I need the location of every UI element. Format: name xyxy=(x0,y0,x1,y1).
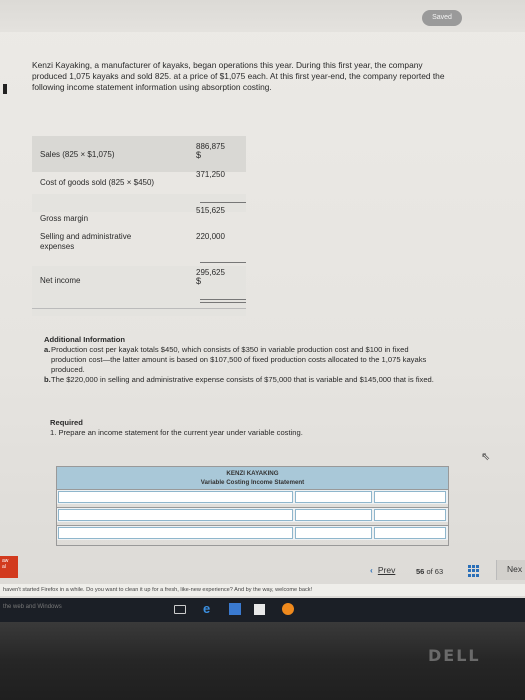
amount-input[interactable] xyxy=(295,491,372,503)
selling-admin-value: 220,000 xyxy=(196,232,225,241)
left-side-tab[interactable]: aw al xyxy=(0,556,18,578)
of-label: of xyxy=(426,567,433,576)
taskbar-search[interactable]: the web and Windows xyxy=(3,604,62,610)
gross-margin-label: Gross margin xyxy=(40,214,89,223)
saved-status-badge: Saved xyxy=(422,10,462,26)
left-edge-marker xyxy=(3,84,7,94)
required-item: 1. Prepare an income statement for the current year under variable costing. xyxy=(50,428,303,437)
label-input[interactable] xyxy=(58,491,293,503)
dell-logo: DELL xyxy=(428,646,481,665)
item-text: Production cost per kayak totals $450, which consists of $350 in variable production cost and $100 in fixed production cost—the latter amount is based on $107,500 of fixed production costs allocated to the 1,075 kayaks produced. xyxy=(51,345,427,374)
additional-info-heading: Additional Information xyxy=(44,335,125,344)
double-underline xyxy=(200,302,246,303)
table-bottom-border xyxy=(32,308,246,309)
next-button[interactable] xyxy=(496,560,525,580)
additional-information xyxy=(44,335,444,385)
dollar-sign: $ xyxy=(196,150,202,160)
prev-button[interactable] xyxy=(370,565,395,575)
sales-label: Sales (825 × $1,075) xyxy=(40,150,115,159)
cogs-value: 371,250 xyxy=(196,170,225,179)
table-header xyxy=(57,467,448,489)
required-heading: Required xyxy=(50,418,83,427)
table-row xyxy=(57,489,448,504)
total-input[interactable] xyxy=(374,491,446,503)
dollar-sign: $ xyxy=(196,276,202,286)
info-item-b xyxy=(44,375,444,385)
subtotal-underline xyxy=(200,262,246,263)
selling-admin-label: Selling and administrative expenses xyxy=(40,232,132,251)
table-row xyxy=(57,525,448,540)
absorption-income-statement xyxy=(32,136,246,316)
amount-input[interactable] xyxy=(295,527,372,539)
subtotal-underline xyxy=(200,202,246,203)
amount-input[interactable] xyxy=(295,509,372,521)
table-row xyxy=(57,507,448,522)
shopping-bag-icon[interactable] xyxy=(254,604,265,615)
total-pages: 63 xyxy=(434,567,444,576)
problem-intro-text: Kenzi Kayaking, a manufacturer of kayaks, began operations this year. During this first year, the company produced 1,075 kayaks and sold 825. at a price of $1,075 each. At this first year-end, the company reported the following income statement information using absorption costing. xyxy=(32,60,445,93)
item-marker: a. xyxy=(44,345,51,354)
info-item-a xyxy=(44,345,444,375)
double-underline xyxy=(200,299,246,300)
gross-margin-value: 515,625 xyxy=(196,206,225,215)
grid-icon[interactable] xyxy=(468,565,480,577)
firefox-notification-banner[interactable]: haven't started Firefox in a while. Do you want to clean it up for a fresh, like-new experience? And by the way, welcome back! xyxy=(0,584,525,596)
laptop-bezel xyxy=(0,622,525,700)
chevron-left-icon: ‹ xyxy=(370,565,373,575)
label-input[interactable] xyxy=(58,509,293,521)
top-bar xyxy=(0,0,525,32)
net-income-value: 295,625 xyxy=(196,268,225,277)
page-indicator xyxy=(416,567,443,576)
variable-costing-table xyxy=(56,466,449,546)
store-icon[interactable] xyxy=(229,603,241,615)
next-label: Nex xyxy=(507,564,523,574)
edge-browser-icon[interactable]: e xyxy=(203,601,211,616)
label-input[interactable] xyxy=(58,527,293,539)
current-page: 56 xyxy=(416,567,425,576)
mouse-cursor-icon: ⇖ xyxy=(481,451,491,463)
cogs-label: Cost of goods sold (825 × $450) xyxy=(40,178,155,187)
total-input[interactable] xyxy=(374,509,446,521)
prev-label: Prev xyxy=(377,565,396,575)
item-text: The $220,000 in selling and administrative expense consists of $75,000 that is variable and $145,000 that is fixed. xyxy=(51,375,434,384)
net-income-label: Net income xyxy=(40,276,81,285)
sales-value: 886,875 xyxy=(196,142,225,151)
company-name: KENZI KAYAKING xyxy=(226,470,279,477)
required-section xyxy=(50,418,430,438)
task-view-icon[interactable] xyxy=(174,605,186,614)
statement-title: Variable Costing Income Statement xyxy=(200,479,305,486)
item-marker: b. xyxy=(44,375,51,384)
firefox-icon[interactable] xyxy=(282,603,294,615)
total-input[interactable] xyxy=(374,527,446,539)
windows-taskbar xyxy=(0,598,525,622)
